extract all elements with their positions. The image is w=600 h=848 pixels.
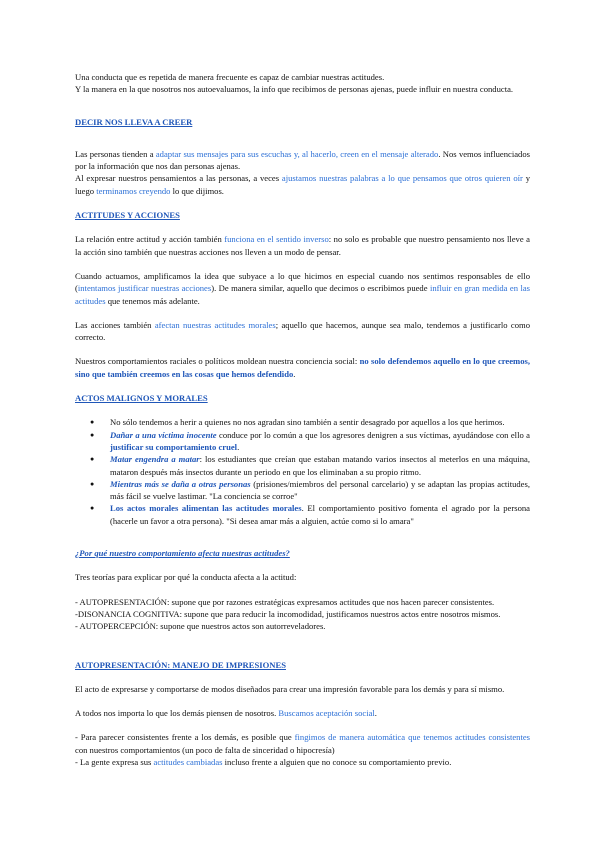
paragraph: Tres teorías para explicar por qué la conducta afecta a la actitud:: [75, 572, 297, 583]
paragraph: Cuando actuamos, amplificamos la idea que subyace a lo que hicimos en especial cuando nos sentimos responsables de ello (intentamos justificar nuestras acciones). De manera similar, aquello que decimos o escribimos puede influir en gran medida en las actitudes que tenemos más adelante.: [75, 270, 530, 306]
paragraph: - La gente expresa sus actitudes cambiadas incluso frente a alguien que no conoce su comportamiento previo.: [75, 756, 452, 767]
paragraph: Las personas tienden a adaptar sus mensajes para sus escuchas y, al hacerlo, creen en el mensaje alterado. Nos vemos influenciados por la información que nos dan personas ajenas.: [75, 148, 530, 172]
list-item: ● Los actos morales alimentan las actitudes morales. El comportamiento positivo fomenta el agrado por la persona (hacerle un favor a otra persona). "Si desea amar más a alguien, actúe como si lo amara": [110, 502, 530, 527]
bullet-list: [75, 416, 530, 527]
theory-line: - AUTOPERCEPCIÓN: supone que nuestros actos son autorreveladores.: [75, 621, 326, 632]
list-item: ● Mientras más se daña a otras personas (prisiones/miembros del personal carcelario) y se adaptan las propias actitudes, más fácil se vuelve lastimar. "La conciencia se corroe": [110, 478, 530, 503]
intro-line-1: Una conducta que es repetida de manera frecuente es capaz de cambiar nuestras actitudes.: [75, 72, 385, 82]
paragraph: La relación entre actitud y acción también funciona en el sentido inverso: no solo es probable que nuestro pensamiento nos lleve a la acción sino también que nuestras acciones nos lleven a un modo de pensar.: [75, 234, 530, 257]
paragraph: El acto de expresarse y comportarse de modos diseñados para crear una impresión favorable para los demás y para sí mismo.: [75, 683, 505, 694]
paragraph: A todos nos importa lo que los demás piensen de nosotros. Buscamos aceptación social.: [75, 708, 377, 719]
section-heading-decir: DECIR NOS LLEVA A CREER: [75, 116, 193, 127]
list-item: ● Matar engendra a matar: los estudiantes que creían que estaban matando varios insectos al meterlos en una máquina, mataron después más insectos durante un periodo en que los eliminaban a su propio ritmo.: [110, 453, 530, 478]
section-heading-autopresentacion: AUTOPRESENTACIÓN: MANEJO DE IMPRESIONES: [75, 659, 286, 670]
list-item: ● Dañar a una víctima inocente conduce por lo común a que los agresores denigren a sus víctimas, ayudándose con ello a justificar su comportamiento cruel.: [110, 429, 530, 454]
paragraph: Las acciones también afectan nuestras actitudes morales; aquello que hacemos, aunque sea malo, tendemos a justificarlo como correcto.: [75, 319, 530, 343]
theory-line: - AUTOPRESENTACIÓN: supone que por razones estratégicas expresamos actitudes que nos hacen parecer consistentes.: [75, 596, 495, 607]
paragraph: Al expresar nuestros pensamientos a las personas, a veces ajustamos nuestras palabras a lo que pensamos que otros quieren oír y luego terminamos creyendo lo que dijimos.: [75, 173, 530, 196]
intro-line-2: Y la manera en la que nosotros nos autoevaluamos, la info que recibimos de personas ajenas, puede influir en nuestra conducta.: [75, 84, 514, 95]
list-item: ● No sólo tendemos a herir a quienes no nos agradan sino también a sentir desagrado por aquellos a los que herimos.: [110, 416, 530, 428]
paragraph: - Para parecer consistentes frente a los demás, es posible que fingimos de manera automática que tenemos actitudes consistentes con nuestros comportamientos (un poco de falta de sinceridad o hipocresía): [75, 732, 531, 755]
theory-line: -DISONANCIA COGNITIVA: supone que para reducir la incomodidad, justificamos nuestros actos entre nosotros mismos.: [75, 608, 501, 619]
section-heading-actitudes: ACTITUDES Y ACCIONES: [75, 210, 180, 221]
document-page: [75, 71, 530, 768]
section-heading-actos: ACTOS MALIGNOS Y MORALES: [75, 393, 208, 404]
question-heading: ¿Por qué nuestro comportamiento afecta nuestras actitudes?: [75, 548, 290, 559]
paragraph: Nuestros comportamientos raciales o políticos moldean nuestra conciencia social: no solo defendemos aquello en lo que creemos, sino que también creemos en las cosas que hemos defendido.: [75, 356, 530, 379]
